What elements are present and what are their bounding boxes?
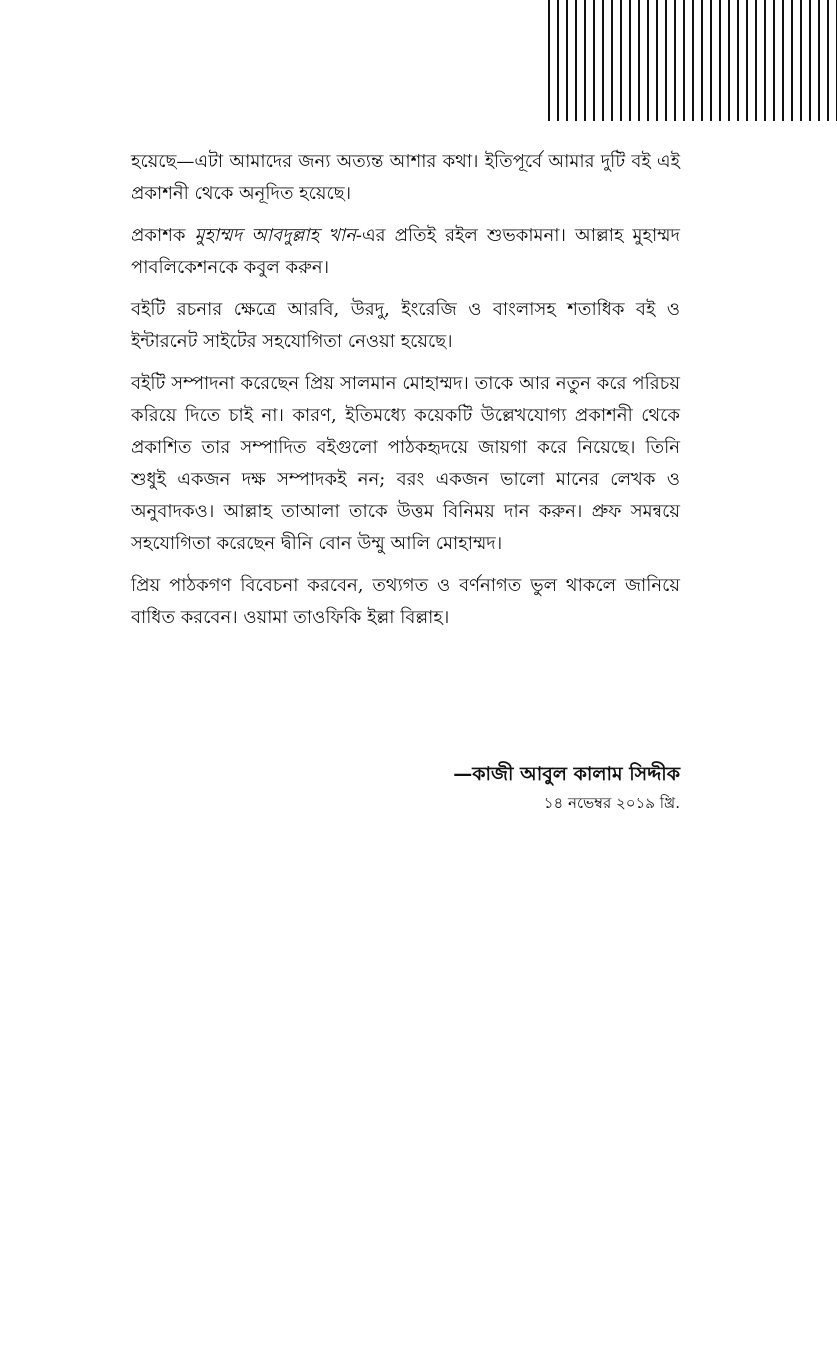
paragraph-3: বইটি রচনার ক্ষেত্রে আরবি, উরদু, ইংরেজি ও বাংলাসহ শতাধিক বই ও ইন্টারনেট সাইটের সহযোগিতা নেওয়া হয়েছে। [131, 299, 680, 352]
paragraph-4: বইটি সম্পাদনা করেছেন প্রিয় সালমান মোহাম্মদ। তাকে আর নতুন করে পরিচয় করিয়ে দিতে চাই না। কারণ, ইতিমধ্যে কয়েকটি উল্লেখযোগ্য প্রকাশনী থেকে প্রকাশিত তার সম্পাদিত বইগুলো পাঠকহৃদয়ে জায়গা করে নিয়েছে। তিনি শুধুই একজন দক্ষ সম্পাদকই নন; বরং একজন ভালো মানের লেখক ও অনুবাদকও। আল্লাহ তাআলা তাকে উত্তম বিনিময় দান করুন। প্রুফ সমন্বয়ে সহযোগিতা করেছেন দ্বীনি বোন উম্মু আলি মোহাম্মদ। [131, 373, 680, 554]
signature-block [453, 758, 680, 816]
paragraph-2-prefix: প্রকাশক [131, 225, 195, 246]
decorative-stripes [548, 0, 837, 121]
paragraph-2 [131, 220, 680, 284]
paragraph-5: প্রিয় পাঠকগণ বিবেচনা করবেন, তথ্যগত ও বর্ণনাগত ভুল থাকলে জানিয়ে বাধিত করবেন। ওয়ামা তাওফিকি ইল্লা বিল্লাহ। [131, 575, 680, 628]
paragraph-2-suffix: -এর প্রতিই রইল শুভকামনা। আল্লাহ মুহাম্মদ পাবলিকেশনকে কবুল করুন। [131, 225, 681, 278]
preface-body [131, 146, 680, 644]
author-signature: —কাজী আবুল কালাম সিদ্দীক [453, 763, 680, 785]
publisher-name: মুহাম্মদ আবদুল্লাহ খান [194, 225, 356, 246]
signature-date: ১৪ নভেম্বর ২০১৯ খ্রি. [543, 794, 680, 812]
paragraph-1: হয়েছে—এটা আমাদের জন্য অত্যন্ত আশার কথা। ইতিপূর্বে আমার দুটি বই এই প্রকাশনী থেকে অনূদিত হয়েছে। [131, 151, 680, 204]
